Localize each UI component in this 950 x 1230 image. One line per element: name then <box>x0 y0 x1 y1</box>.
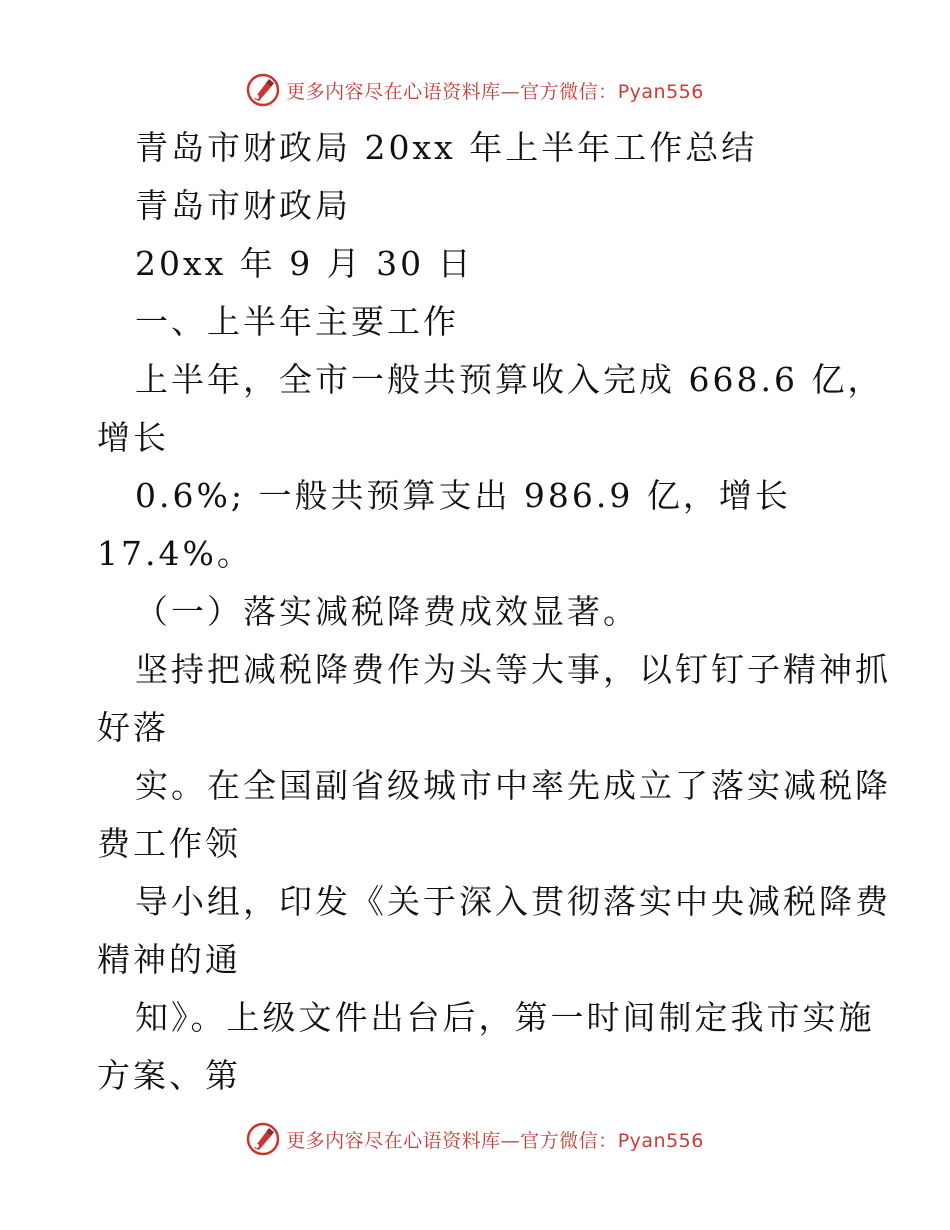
document-date: 20xx 年 9 月 30 日 <box>135 244 474 283</box>
subsection-heading: （一）落实减税降费成效显著。 <box>135 592 639 631</box>
paragraph-line: 导小组，印发《关于深入贯彻落实中央减税降费 <box>135 882 891 921</box>
paragraph-line: 0.6%; 一般共预算支出 986.9 亿，增长 <box>135 476 791 515</box>
header-watermark-banner <box>0 70 950 110</box>
banner-site-text: 更多内容尽在心语资料库 <box>286 1129 501 1152</box>
banner-text <box>286 77 704 104</box>
section-heading: 一、上半年主要工作 <box>135 302 459 341</box>
paragraph-line: 知》。上级文件出台后，第一时间制定我市实施 <box>135 998 875 1037</box>
paragraph-line: 坚持把减税降费作为头等大事，以钉钉子精神抓 <box>135 650 891 689</box>
banner-text <box>286 1126 704 1153</box>
pen-logo-icon <box>246 1122 280 1156</box>
banner-site-text: 更多内容尽在心语资料库 <box>286 80 501 103</box>
document-author: 青岛市财政局 <box>135 186 351 225</box>
paragraph-line: 费工作领 <box>97 824 241 863</box>
banner-dash: — <box>500 1129 521 1152</box>
paragraph-line: 上半年，全市一般共预算收入完成 668.6 亿， <box>135 360 884 399</box>
banner-dash: — <box>500 80 521 103</box>
paragraph-line: 17.4%。 <box>97 534 253 573</box>
footer-watermark-banner <box>0 1119 950 1159</box>
paragraph-line: 精神的通 <box>97 940 241 979</box>
paragraph-line: 好落 <box>97 708 169 747</box>
banner-wechat-label: 官方微信： <box>520 80 618 103</box>
paragraph-line: 增长 <box>97 418 169 457</box>
banner-wechat-label: 官方微信： <box>520 1129 618 1152</box>
paragraph-line: 方案、第 <box>97 1056 241 1095</box>
pen-logo-icon <box>246 73 280 107</box>
banner-wechat-id: Pyan556 <box>617 80 704 103</box>
paragraph-line: 实。在全国副省级城市中率先成立了落实减税降 <box>135 766 891 805</box>
banner-wechat-id: Pyan556 <box>617 1129 704 1152</box>
document-title: 青岛市财政局 20xx 年上半年工作总结 <box>135 128 758 167</box>
